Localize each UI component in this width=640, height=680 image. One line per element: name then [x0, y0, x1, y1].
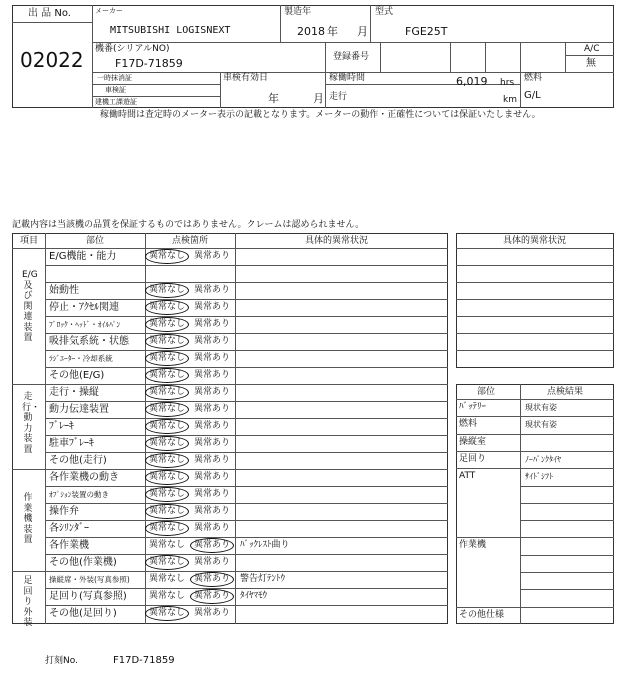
part-cell: その他(作業機) — [49, 557, 117, 568]
part-cell: ﾗｼﾞｴｰﾀｰ・冷却系統 — [49, 354, 113, 363]
check-normal: 異常なし — [149, 557, 186, 567]
check-abnormal: 異常あり — [194, 523, 231, 533]
check-mark-oval — [145, 317, 189, 332]
part-cell: その他(足回り) — [49, 608, 117, 619]
part-cell: 足回り(写真参照) — [49, 591, 127, 602]
reg-label: 登録番号 — [333, 52, 370, 62]
check-normal: 異常なし — [149, 455, 186, 465]
check-mark-oval — [145, 521, 189, 536]
hours-label: 稼働時間 — [329, 73, 366, 83]
rb-result-cell: 現状有姿 — [525, 403, 557, 412]
check-abnormal: 異常あり — [194, 302, 231, 312]
hours-value: 6,019 — [456, 75, 488, 88]
km-unit: km — [503, 95, 517, 105]
maker-label: メーカー — [95, 7, 123, 15]
serial-label: 機番(シリアルNO) — [95, 44, 170, 54]
part-cell: 各作業機の動き — [49, 472, 119, 483]
part-cell: 操縦席・外装(写真参照) — [49, 575, 130, 584]
check-abnormal: 異常あり — [194, 574, 231, 584]
check-abnormal: 異常あり — [194, 319, 231, 329]
rb-result-cell: ｻｲﾄﾞｼﾌﾄ — [525, 472, 553, 481]
part-cell: 駐車ﾌﾞﾚｰｷ — [49, 438, 94, 449]
check-normal: 異常なし — [149, 438, 186, 448]
check-normal: 異常なし — [149, 251, 186, 261]
col-detail: 具体的異常状況 — [305, 236, 369, 246]
group-label-drive: 走行・動力装置 — [22, 392, 41, 455]
detail-cell: ﾊﾞｯｸﾚｽﾄ曲り — [240, 540, 290, 550]
check-mark-oval — [145, 419, 189, 434]
inspect-label: 車検有効日 — [223, 73, 269, 83]
rb-part-cell: その他仕様 — [459, 610, 505, 620]
rb-part-cell: ATT — [459, 471, 476, 481]
right-detail-table — [456, 233, 614, 368]
check-mark-oval — [145, 487, 189, 502]
check-abnormal: 異常あり — [194, 404, 231, 414]
check-abnormal: 異常あり — [194, 353, 231, 363]
check-mark-oval — [145, 351, 189, 366]
part-cell: 動力伝達装置 — [49, 404, 109, 415]
check-mark-oval — [145, 453, 189, 468]
check-mark-oval — [145, 334, 189, 349]
part-cell: 走行・操縦 — [49, 387, 99, 398]
check-normal: 異常なし — [149, 574, 186, 584]
part-cell: 各ｼﾘﾝﾀﾞｰ — [49, 523, 89, 534]
check-abnormal: 異常あり — [194, 455, 231, 465]
check-mark-oval — [145, 436, 189, 451]
rb-col-result: 点検結果 — [547, 387, 584, 397]
check-abnormal: 異常あり — [194, 557, 231, 567]
check-normal: 異常なし — [149, 370, 186, 380]
part-cell: その他(走行) — [49, 455, 107, 466]
year-label: 製造年 — [284, 7, 312, 17]
inspect-month: 月 — [313, 92, 324, 105]
part-cell: その他(E/G) — [49, 370, 105, 381]
check-mark-oval — [145, 300, 189, 315]
check-normal: 異常なし — [149, 489, 186, 499]
maker-value: MITSUBISHI LOGISNEXT — [110, 25, 231, 36]
check-mark-oval — [145, 555, 189, 570]
check-abnormal: 異常あり — [194, 438, 231, 448]
check-abnormal: 異常あり — [194, 387, 231, 397]
check-mark-oval — [145, 504, 189, 519]
check-normal: 異常なし — [149, 506, 186, 516]
rb-part-cell: ﾊﾞｯﾃﾘｰ — [459, 402, 487, 412]
check-normal: 異常なし — [149, 472, 186, 482]
group-label-engine: E/G及び関連装置 — [22, 270, 38, 343]
check-mark-oval — [190, 572, 234, 587]
part-cell: 吸排気系統・状態 — [49, 336, 129, 347]
check-normal: 異常なし — [149, 285, 186, 295]
check-abnormal: 異常あり — [194, 336, 231, 346]
shuppin-number: 02022 — [20, 48, 84, 72]
check-abnormal: 異常あり — [194, 421, 231, 431]
check-normal: 異常なし — [149, 404, 186, 414]
group-label-exterior: 足回り外装 — [23, 576, 33, 628]
rb-result-cell: 現状有姿 — [525, 420, 557, 429]
check-normal: 異常なし — [149, 353, 186, 363]
shuppin-label: 出 品 No. — [28, 8, 71, 19]
check-abnormal: 異常あり — [194, 251, 231, 261]
check-normal: 異常なし — [149, 336, 186, 346]
detail-cell: 警告灯ﾃﾝﾄｳ — [240, 574, 286, 584]
stamp-value: F17D-71859 — [113, 655, 175, 666]
part-cell: 始動性 — [49, 285, 79, 296]
ac-label: A/C — [584, 44, 600, 54]
rb-part-cell: 作業機 — [459, 540, 487, 550]
rb-col-part: 部位 — [477, 387, 496, 397]
check-mark-oval — [145, 385, 189, 400]
check-mark-oval — [145, 283, 189, 298]
disclaimer: 記載内容は当該機の品質を保証するものではありません。クレームは認められません。 — [12, 220, 365, 230]
model-value: FGE25T — [405, 25, 448, 38]
part-cell: 停止・ｱｸｾﾙ関連 — [49, 302, 119, 313]
check-mark-oval — [145, 249, 189, 264]
right-top-header: 具体的異常状況 — [503, 236, 567, 246]
month-unit: 月 — [357, 25, 368, 38]
detail-cell: ﾀｲﾔﾏﾓｳ — [240, 591, 268, 601]
check-normal: 異常なし — [149, 540, 186, 550]
check-abnormal: 異常あり — [194, 472, 231, 482]
col-part: 部位 — [86, 236, 105, 246]
permit-vehicle: 車検証 — [105, 86, 126, 94]
check-abnormal: 異常あり — [194, 591, 231, 601]
col-item: 項目 — [20, 236, 39, 246]
check-normal: 異常なし — [149, 387, 186, 397]
hours-note: 稼働時間は査定時のメーター表示の記載となります。メーターの動作・正確性については保証いたしません。 — [100, 110, 541, 120]
check-abnormal: 異常あり — [194, 608, 231, 618]
ac-value: 無 — [586, 58, 596, 69]
part-cell: ﾌﾞﾚｰｷ — [49, 421, 74, 432]
check-normal: 異常なし — [149, 523, 186, 533]
rb-part-cell: 燃料 — [459, 419, 478, 429]
rb-part-cell: 足回り — [459, 454, 487, 464]
model-label: 型式 — [375, 7, 394, 17]
check-normal: 異常なし — [149, 591, 186, 601]
check-normal: 異常なし — [149, 302, 186, 312]
check-abnormal: 異常あり — [194, 285, 231, 295]
permit-temp: 一時抹消証 — [97, 74, 132, 82]
check-abnormal: 異常あり — [194, 506, 231, 516]
year-unit: 年 — [327, 25, 338, 38]
part-cell: E/G機能・能力 — [49, 251, 117, 262]
group-label-work: 作業機装置 — [23, 493, 33, 545]
permit-machine: 建機工課遊証 — [95, 98, 137, 106]
check-mark-oval — [145, 368, 189, 383]
run-label: 走行 — [329, 92, 348, 102]
inspect-year: 年 — [268, 92, 279, 105]
check-mark-oval — [145, 470, 189, 485]
check-normal: 異常なし — [149, 608, 186, 618]
rb-part-cell: 操縦室 — [459, 437, 487, 447]
serial-value: F17D-71859 — [115, 57, 183, 70]
fuel-value: G/L — [524, 90, 541, 101]
hours-unit: hrs — [500, 78, 515, 88]
check-abnormal: 異常あり — [194, 489, 231, 499]
part-cell: 操作弁 — [49, 506, 79, 517]
check-mark-oval — [190, 589, 234, 604]
part-cell: ｵﾌﾟｼｮﾝ装置の動き — [49, 490, 109, 499]
check-normal: 異常なし — [149, 319, 186, 329]
check-mark-oval — [145, 606, 189, 621]
year-value: 2018 — [297, 25, 325, 38]
rb-result-cell: ﾉｰﾊﾟﾝｸﾀｲﾔ — [525, 455, 561, 464]
check-abnormal: 異常あり — [194, 540, 231, 550]
check-mark-oval — [145, 402, 189, 417]
stamp-label: 打刻No. — [45, 656, 78, 666]
col-check: 点検箇所 — [172, 236, 209, 246]
part-cell: ﾌﾞﾛｯｸ・ﾍｯﾄﾞ・ｵｲﾙﾊﾟﾝ — [49, 320, 121, 329]
check-normal: 異常なし — [149, 421, 186, 431]
check-mark-oval — [190, 538, 234, 553]
check-abnormal: 異常あり — [194, 370, 231, 380]
fuel-label: 燃料 — [524, 73, 543, 83]
part-cell: 各作業機 — [49, 540, 89, 551]
